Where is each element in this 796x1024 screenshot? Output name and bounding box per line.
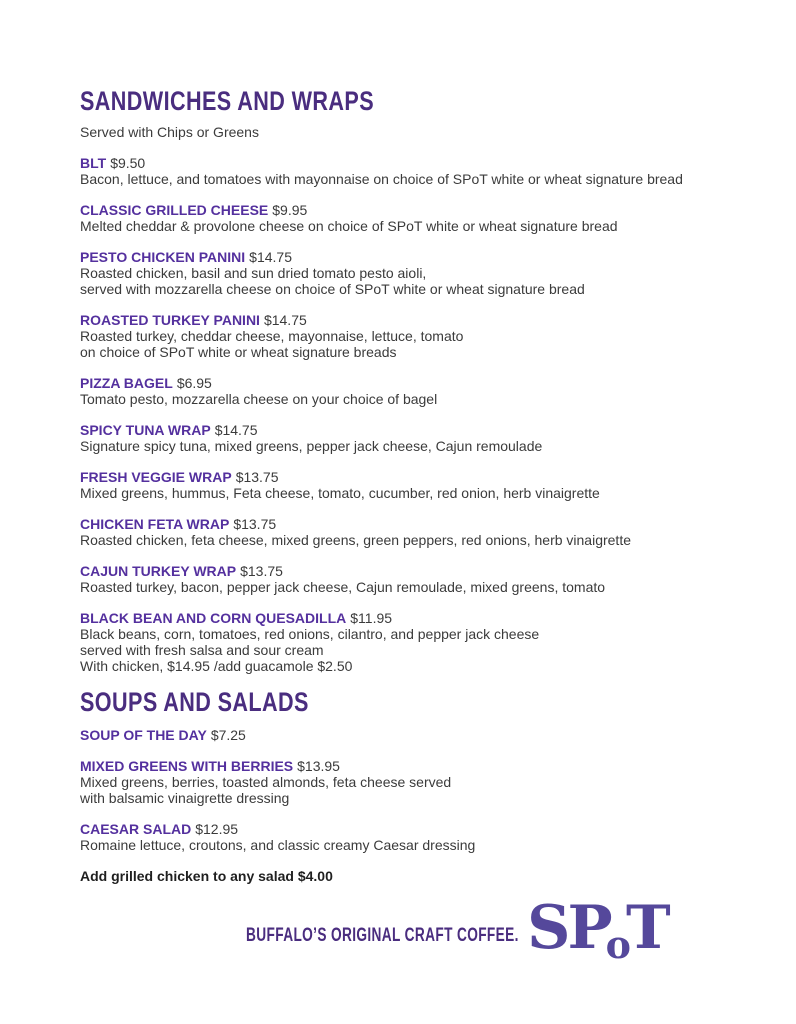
menu-item-pesto-chicken-panini <box>80 249 756 297</box>
menu-item-spicy-tuna-wrap <box>80 422 756 454</box>
item-price: $6.95 <box>176 375 212 391</box>
item-price: $13.75 <box>240 563 283 579</box>
item-name: PESTO CHICKEN PANINI <box>80 249 246 265</box>
logo-letter-s: S <box>527 893 568 963</box>
footer <box>66 893 742 973</box>
menu-item-blt <box>80 155 756 187</box>
item-price: $13.75 <box>235 469 279 485</box>
item-desc-line: With chicken, $14.95 /add guacamole $2.50 <box>80 658 353 674</box>
item-price: $7.25 <box>210 727 246 743</box>
menu-item-soup-of-the-day <box>80 727 756 743</box>
item-desc-line: Black beans, corn, tomatoes, red onions, cilantro, and pepper jack cheese <box>80 626 540 642</box>
section-sandwiches-and-wraps <box>80 88 756 674</box>
item-price: $9.50 <box>110 155 146 171</box>
item-name: SPICY TUNA WRAP <box>80 422 211 438</box>
item-name: MIXED GREENS WITH BERRIES <box>80 758 294 774</box>
menu-item-pizza-bagel <box>80 375 756 407</box>
item-price: $12.95 <box>195 821 239 837</box>
item-desc-line: Roasted chicken, basil and sun dried tomato pesto aioli, <box>80 265 427 281</box>
add-chicken-note: Add grilled chicken to any salad $4.00 <box>80 868 333 884</box>
spot-coffee-logo <box>527 893 668 973</box>
item-name: SOUP OF THE DAY <box>80 727 207 743</box>
item-name: CAJUN TURKEY WRAP <box>80 563 237 579</box>
item-desc-line: Mixed greens, berries, toasted almonds, feta cheese served <box>80 774 452 790</box>
item-name: BLACK BEAN AND CORN QUESADILLA <box>80 610 347 626</box>
item-desc-line: on choice of SPoT white or wheat signature breads <box>80 344 397 360</box>
item-desc-line: Roasted turkey, bacon, pepper jack cheese, Cajun remoulade, mixed greens, tomato <box>80 579 606 595</box>
item-name: ROASTED TURKEY PANINI <box>80 312 260 328</box>
item-desc-line: Bacon, lettuce, and tomatoes with mayonnaise on choice of SPoT white or wheat signature bread <box>80 171 683 187</box>
section-title: SANDWICHES AND WRAPS <box>80 86 374 116</box>
item-name: CHICKEN FETA WRAP <box>80 516 230 532</box>
section-subtitle: Served with Chips or Greens <box>80 124 259 140</box>
item-price: $14.75 <box>214 422 258 438</box>
menu-item-cajun-turkey-wrap <box>80 563 756 595</box>
item-desc-line: Mixed greens, hummus, Feta cheese, tomato, cucumber, red onion, herb vinaigrette <box>80 485 600 501</box>
logo-letter-t: T <box>625 893 668 963</box>
item-desc-line: served with fresh salsa and sour cream <box>80 642 324 658</box>
menu-item-chicken-feta-wrap <box>80 516 756 548</box>
item-name: PIZZA BAGEL <box>80 375 173 391</box>
item-name: CLASSIC GRILLED CHEESE <box>80 202 269 218</box>
menu-item-classic-grilled-cheese <box>80 202 756 234</box>
item-desc-line: Melted cheddar & provolone cheese on choice of SPoT white or wheat signature bread <box>80 218 618 234</box>
item-price: $11.95 <box>350 610 393 626</box>
item-desc-line: with balsamic vinaigrette dressing <box>80 790 290 806</box>
item-desc-line: Romaine lettuce, croutons, and classic creamy Caesar dressing <box>80 837 476 853</box>
item-name: FRESH VEGGIE WRAP <box>80 469 232 485</box>
item-name: BLT <box>80 155 107 171</box>
item-price: $14.75 <box>249 249 292 265</box>
item-price: $13.75 <box>233 516 277 532</box>
item-name: CAESAR SALAD <box>80 821 192 837</box>
item-desc-line: Tomato pesto, mozzarella cheese on your choice of bagel <box>80 391 438 407</box>
menu-item-fresh-veggie-wrap <box>80 469 756 501</box>
item-desc-line: Roasted turkey, cheddar cheese, mayonnaise, lettuce, tomato <box>80 328 464 344</box>
menu-item-roasted-turkey-panini <box>80 312 756 360</box>
menu-item-caesar-salad <box>80 821 756 853</box>
item-desc-line: served with mozzarella cheese on choice of SPoT white or wheat signature bread <box>80 281 585 297</box>
section-title: SOUPS AND SALADS <box>80 687 309 717</box>
footer-tagline: BUFFALO’S ORIGINAL CRAFT COFFEE. <box>246 924 520 946</box>
item-price: $14.75 <box>263 312 307 328</box>
item-desc-line: Roasted chicken, feta cheese, mixed greens, green peppers, red onions, herb vinaigrette <box>80 532 631 548</box>
logo-letter-o: o <box>605 922 628 967</box>
menu-item-mixed-greens-with-berries <box>80 758 756 806</box>
item-desc-line: Signature spicy tuna, mixed greens, pepper jack cheese, Cajun remoulade <box>80 438 543 454</box>
item-price: $9.95 <box>272 202 308 218</box>
section-soups-and-salads <box>80 689 756 853</box>
logo-letter-p: P <box>567 893 610 963</box>
item-price: $13.95 <box>297 758 340 774</box>
menu-item-black-bean-corn-quesadilla <box>80 610 756 674</box>
